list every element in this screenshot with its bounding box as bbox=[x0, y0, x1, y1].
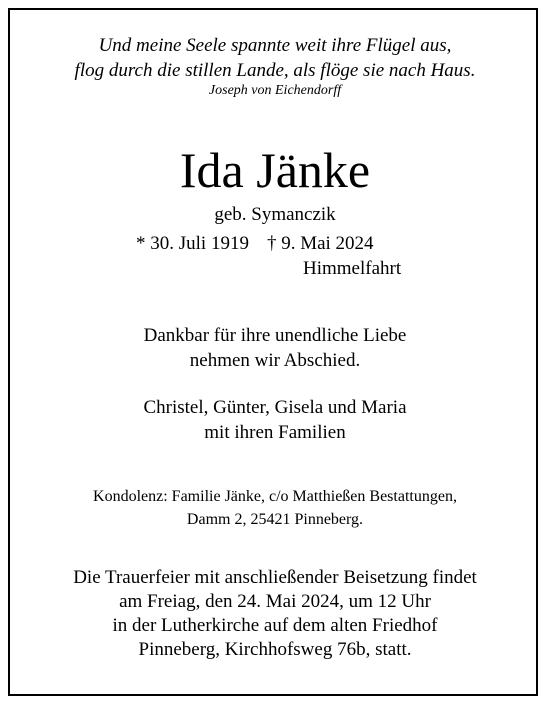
condolence-line: Kondolenz: Familie Jänke, c/o Matthießen Bestattungen, bbox=[93, 488, 457, 505]
thanks-text bbox=[0, 323, 550, 373]
deceased-name: Ida Jänke bbox=[179, 142, 371, 198]
mourners-line: Christel, Günter, Gisela und Maria bbox=[143, 397, 407, 418]
birth-date: * 30. Juli 1919 bbox=[136, 233, 249, 254]
condolence-line: Damm 2, 25421 Pinneberg. bbox=[186, 511, 364, 528]
funeral-line: in der Lutherkirche auf dem alten Friedhof bbox=[112, 615, 438, 636]
maiden-name: geb. Symanczik bbox=[214, 204, 336, 225]
death-date: † 9. Mai 2024 bbox=[266, 233, 374, 254]
condolence-address bbox=[0, 485, 550, 531]
death-date-note: Himmelfahrt bbox=[303, 258, 402, 279]
mourners-line: mit ihren Familien bbox=[204, 422, 346, 443]
thanks-line: Dankbar für ihre unendliche Liebe bbox=[143, 325, 407, 346]
poem-author: Joseph von Eichendorff bbox=[208, 83, 342, 98]
poem-line: Und meine Seele spannte weit ihre Flügel aus, bbox=[98, 35, 452, 56]
mourners bbox=[0, 395, 550, 445]
funeral-line: Pinneberg, Kirchhofsweg 76b, statt. bbox=[138, 639, 412, 660]
life-dates bbox=[136, 232, 374, 256]
funeral-notice bbox=[0, 566, 550, 662]
poem-quote bbox=[0, 33, 550, 83]
thanks-line: nehmen wir Abschied. bbox=[189, 350, 361, 371]
funeral-line: am Freiag, den 24. Mai 2024, um 12 Uhr bbox=[119, 591, 431, 612]
poem-line: flog durch die stillen Lande, als flöge sie nach Haus. bbox=[74, 60, 476, 81]
funeral-line: Die Trauerfeier mit anschließender Beisetzung findet bbox=[73, 567, 477, 588]
